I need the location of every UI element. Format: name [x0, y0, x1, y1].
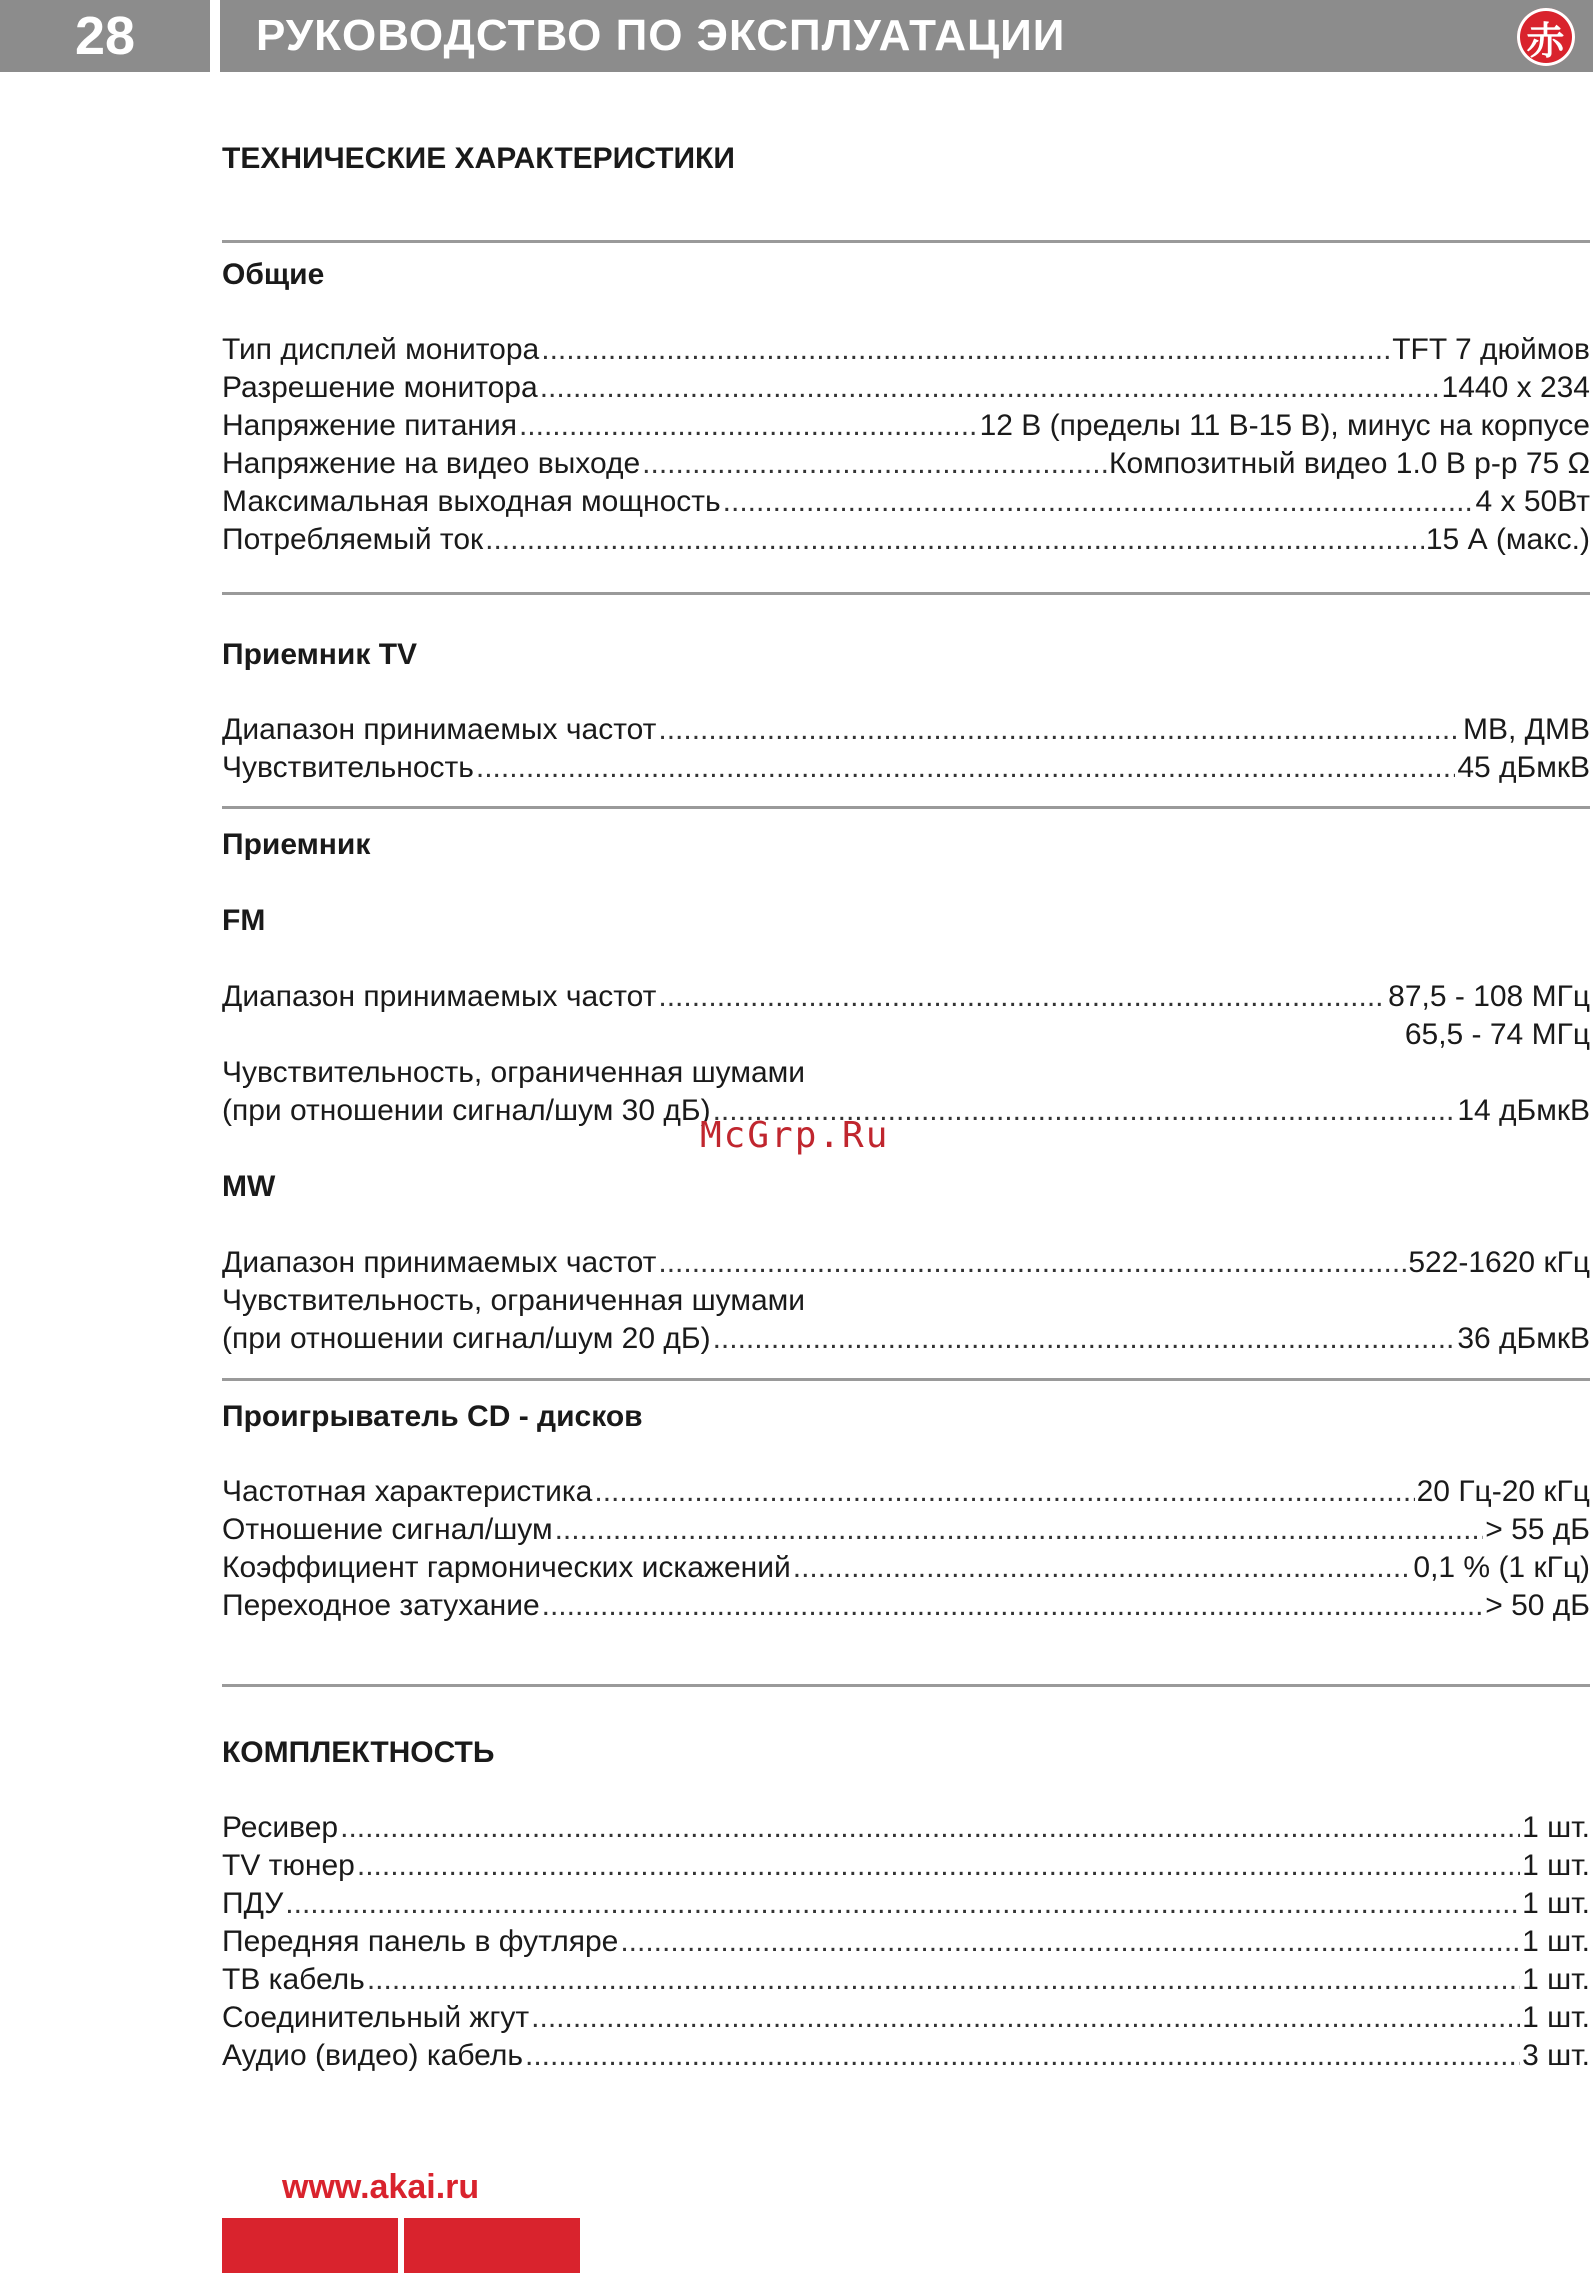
- watermark: McGrp.Ru: [700, 1115, 890, 1156]
- kit-value: 1 шт.: [1522, 1811, 1590, 1844]
- dot-leader: [658, 1246, 1406, 1280]
- dot-leader: [519, 409, 978, 443]
- spec-row: [222, 1513, 1590, 1551]
- spec-row: [222, 523, 1590, 561]
- dot-leader: [340, 1811, 1520, 1845]
- general-heading: Общие: [222, 258, 325, 291]
- page-header-title: [220, 0, 1593, 72]
- kit-row: [222, 1849, 1590, 1887]
- dot-leader: [367, 1963, 1520, 1997]
- kit-label: TV тюнер: [222, 1849, 355, 1882]
- spec-value: > 55 дБ: [1485, 1513, 1590, 1546]
- dot-leader: [793, 1551, 1412, 1585]
- spec-row: [222, 1246, 1590, 1284]
- spec-label: Чувствительность: [222, 751, 474, 784]
- spec-label: Диапазон принимаемых частот: [222, 713, 657, 746]
- spec-row: [222, 409, 1590, 447]
- spec-label: Коэффициент гармонических искажений: [222, 1551, 791, 1584]
- kit-label: Соединительный жгут: [222, 2001, 530, 2034]
- mw-heading: MW: [222, 1170, 276, 1203]
- spec-label: Диапазон принимаемых частот: [222, 980, 657, 1013]
- spec-label: Напряжение на видео выходе: [222, 447, 641, 480]
- dot-leader: [658, 980, 1386, 1014]
- header-title-text: РУКОВОДСТВО ПО ЭКСПЛУАТАЦИИ: [256, 11, 1066, 60]
- spec-label: (при отношении сигнал/шум 30 дБ): [222, 1094, 711, 1127]
- spec-value: 14 дБмкВ: [1457, 1094, 1590, 1127]
- spec-label: Переходное затухание: [222, 1589, 540, 1622]
- kit-value: 1 шт.: [1522, 2001, 1590, 2034]
- divider: [222, 1684, 1590, 1687]
- spec-value: 0,1 % (1 кГц): [1413, 1551, 1590, 1584]
- cd-heading: Проигрыватель CD - дисков: [222, 1400, 643, 1433]
- tv-heading: Приемник TV: [222, 638, 418, 671]
- spec-row: [222, 485, 1590, 523]
- spec-value: 45 дБмкВ: [1457, 751, 1590, 784]
- spec-value: Композитный видео 1.0 В р-р 75 Ω: [1109, 447, 1590, 480]
- dot-leader: [525, 2039, 1520, 2073]
- kit-row: [222, 1963, 1590, 2001]
- fm-heading: FM: [222, 904, 266, 937]
- footer-bar-left: [222, 2218, 398, 2273]
- spec-value: 15 А (макс.): [1425, 523, 1590, 556]
- brand-logo-icon: 赤: [1517, 8, 1575, 66]
- dot-leader: [485, 523, 1424, 557]
- dot-leader: [357, 1849, 1520, 1883]
- dot-leader: [531, 2001, 1520, 2035]
- spec-value: 522-1620 кГц: [1408, 1246, 1590, 1279]
- spec-value: МВ, ДМВ: [1463, 713, 1590, 746]
- kit-row: [222, 1887, 1590, 1925]
- dot-leader: [658, 713, 1461, 747]
- dot-leader: [620, 1925, 1520, 1959]
- divider: [222, 240, 1590, 243]
- dot-leader: [540, 371, 1440, 405]
- spec-value: 1440 x 234: [1441, 371, 1590, 404]
- spec-value: 12 В (пределы 11 В-15 В), минус на корпусе: [979, 409, 1590, 442]
- spec-label: Частотная характеристика: [222, 1475, 593, 1508]
- footer-bar-right: [404, 2218, 580, 2273]
- spec-row: [222, 371, 1590, 409]
- spec-label: Разрешение монитора: [222, 371, 538, 404]
- kit-value: 3 шт.: [1522, 2039, 1590, 2072]
- spec-value: 4 х 50Вт: [1475, 485, 1590, 518]
- kit-label: Ресивер: [222, 1811, 339, 1844]
- divider: [222, 1378, 1590, 1381]
- spec-value: TFT 7 дюймов: [1392, 333, 1590, 366]
- spec-value: 87,5 - 108 МГц: [1388, 980, 1590, 1013]
- dot-leader: [555, 1513, 1484, 1547]
- spec-row: [222, 751, 1590, 789]
- dot-leader: [541, 333, 1390, 367]
- spec-row: [222, 1094, 1590, 1132]
- spec-label: Потребляемый ток: [222, 523, 484, 556]
- kit-row: [222, 1925, 1590, 1963]
- spec-row: [222, 713, 1590, 751]
- kit-value: 1 шт.: [1522, 1963, 1590, 1996]
- spec-row: [222, 333, 1590, 371]
- receiver-heading: Приемник: [222, 828, 371, 861]
- spec-row: [222, 1322, 1590, 1360]
- spec-value: > 50 дБ: [1485, 1589, 1590, 1622]
- spec-label: Напряжение питания: [222, 409, 517, 442]
- kit-value: 1 шт.: [1522, 1849, 1590, 1882]
- kit-heading: КОМПЛЕКТНОСТЬ: [222, 1736, 495, 1769]
- dot-leader: [713, 1322, 1456, 1356]
- spec-row: [222, 1475, 1590, 1513]
- spec-label-line: Чувствительность, ограниченная шумами: [222, 1284, 806, 1317]
- spec-label: Отношение сигнал/шум: [222, 1513, 553, 1546]
- spec-row: [222, 980, 1590, 1018]
- spec-label: Тип дисплей монитора: [222, 333, 540, 366]
- dot-leader: [285, 1887, 1520, 1921]
- kit-label: ПДУ: [222, 1887, 284, 1920]
- kit-value: 1 шт.: [1522, 1887, 1590, 1920]
- dot-leader: [642, 447, 1107, 481]
- spec-row: [222, 1589, 1590, 1627]
- divider: [222, 592, 1590, 595]
- spec-value-secondary: 65,5 - 74 МГц: [1404, 1018, 1590, 1051]
- spec-value: 20 Гц-20 кГц: [1416, 1475, 1590, 1508]
- spec-label-line: Чувствительность, ограниченная шумами: [222, 1056, 806, 1089]
- spec-row: [222, 447, 1590, 485]
- kit-row: [222, 2039, 1590, 2077]
- footer-website-link[interactable]: www.akai.ru: [282, 2168, 480, 2206]
- kit-label: Передняя панель в футляре: [222, 1925, 619, 1958]
- dot-leader: [476, 751, 1455, 785]
- dot-leader: [723, 485, 1474, 519]
- kit-value: 1 шт.: [1522, 1925, 1590, 1958]
- spec-value: 36 дБмкВ: [1457, 1322, 1590, 1355]
- kit-label: ТВ кабель: [222, 1963, 365, 1996]
- spec-title: ТЕХНИЧЕСКИЕ ХАРАКТЕРИСТИКИ: [222, 142, 735, 175]
- kit-row: [222, 2001, 1590, 2039]
- spec-row: [222, 1551, 1590, 1589]
- divider: [222, 806, 1590, 809]
- dot-leader: [542, 1589, 1484, 1623]
- dot-leader: [594, 1475, 1414, 1509]
- spec-label: Максимальная выходная мощность: [222, 485, 721, 518]
- spec-label: Диапазон принимаемых частот: [222, 1246, 657, 1279]
- spec-label: (при отношении сигнал/шум 20 дБ): [222, 1322, 711, 1355]
- kit-label: Аудио (видео) кабель: [222, 2039, 523, 2072]
- kit-row: [222, 1811, 1590, 1849]
- page-number: 28: [0, 0, 210, 72]
